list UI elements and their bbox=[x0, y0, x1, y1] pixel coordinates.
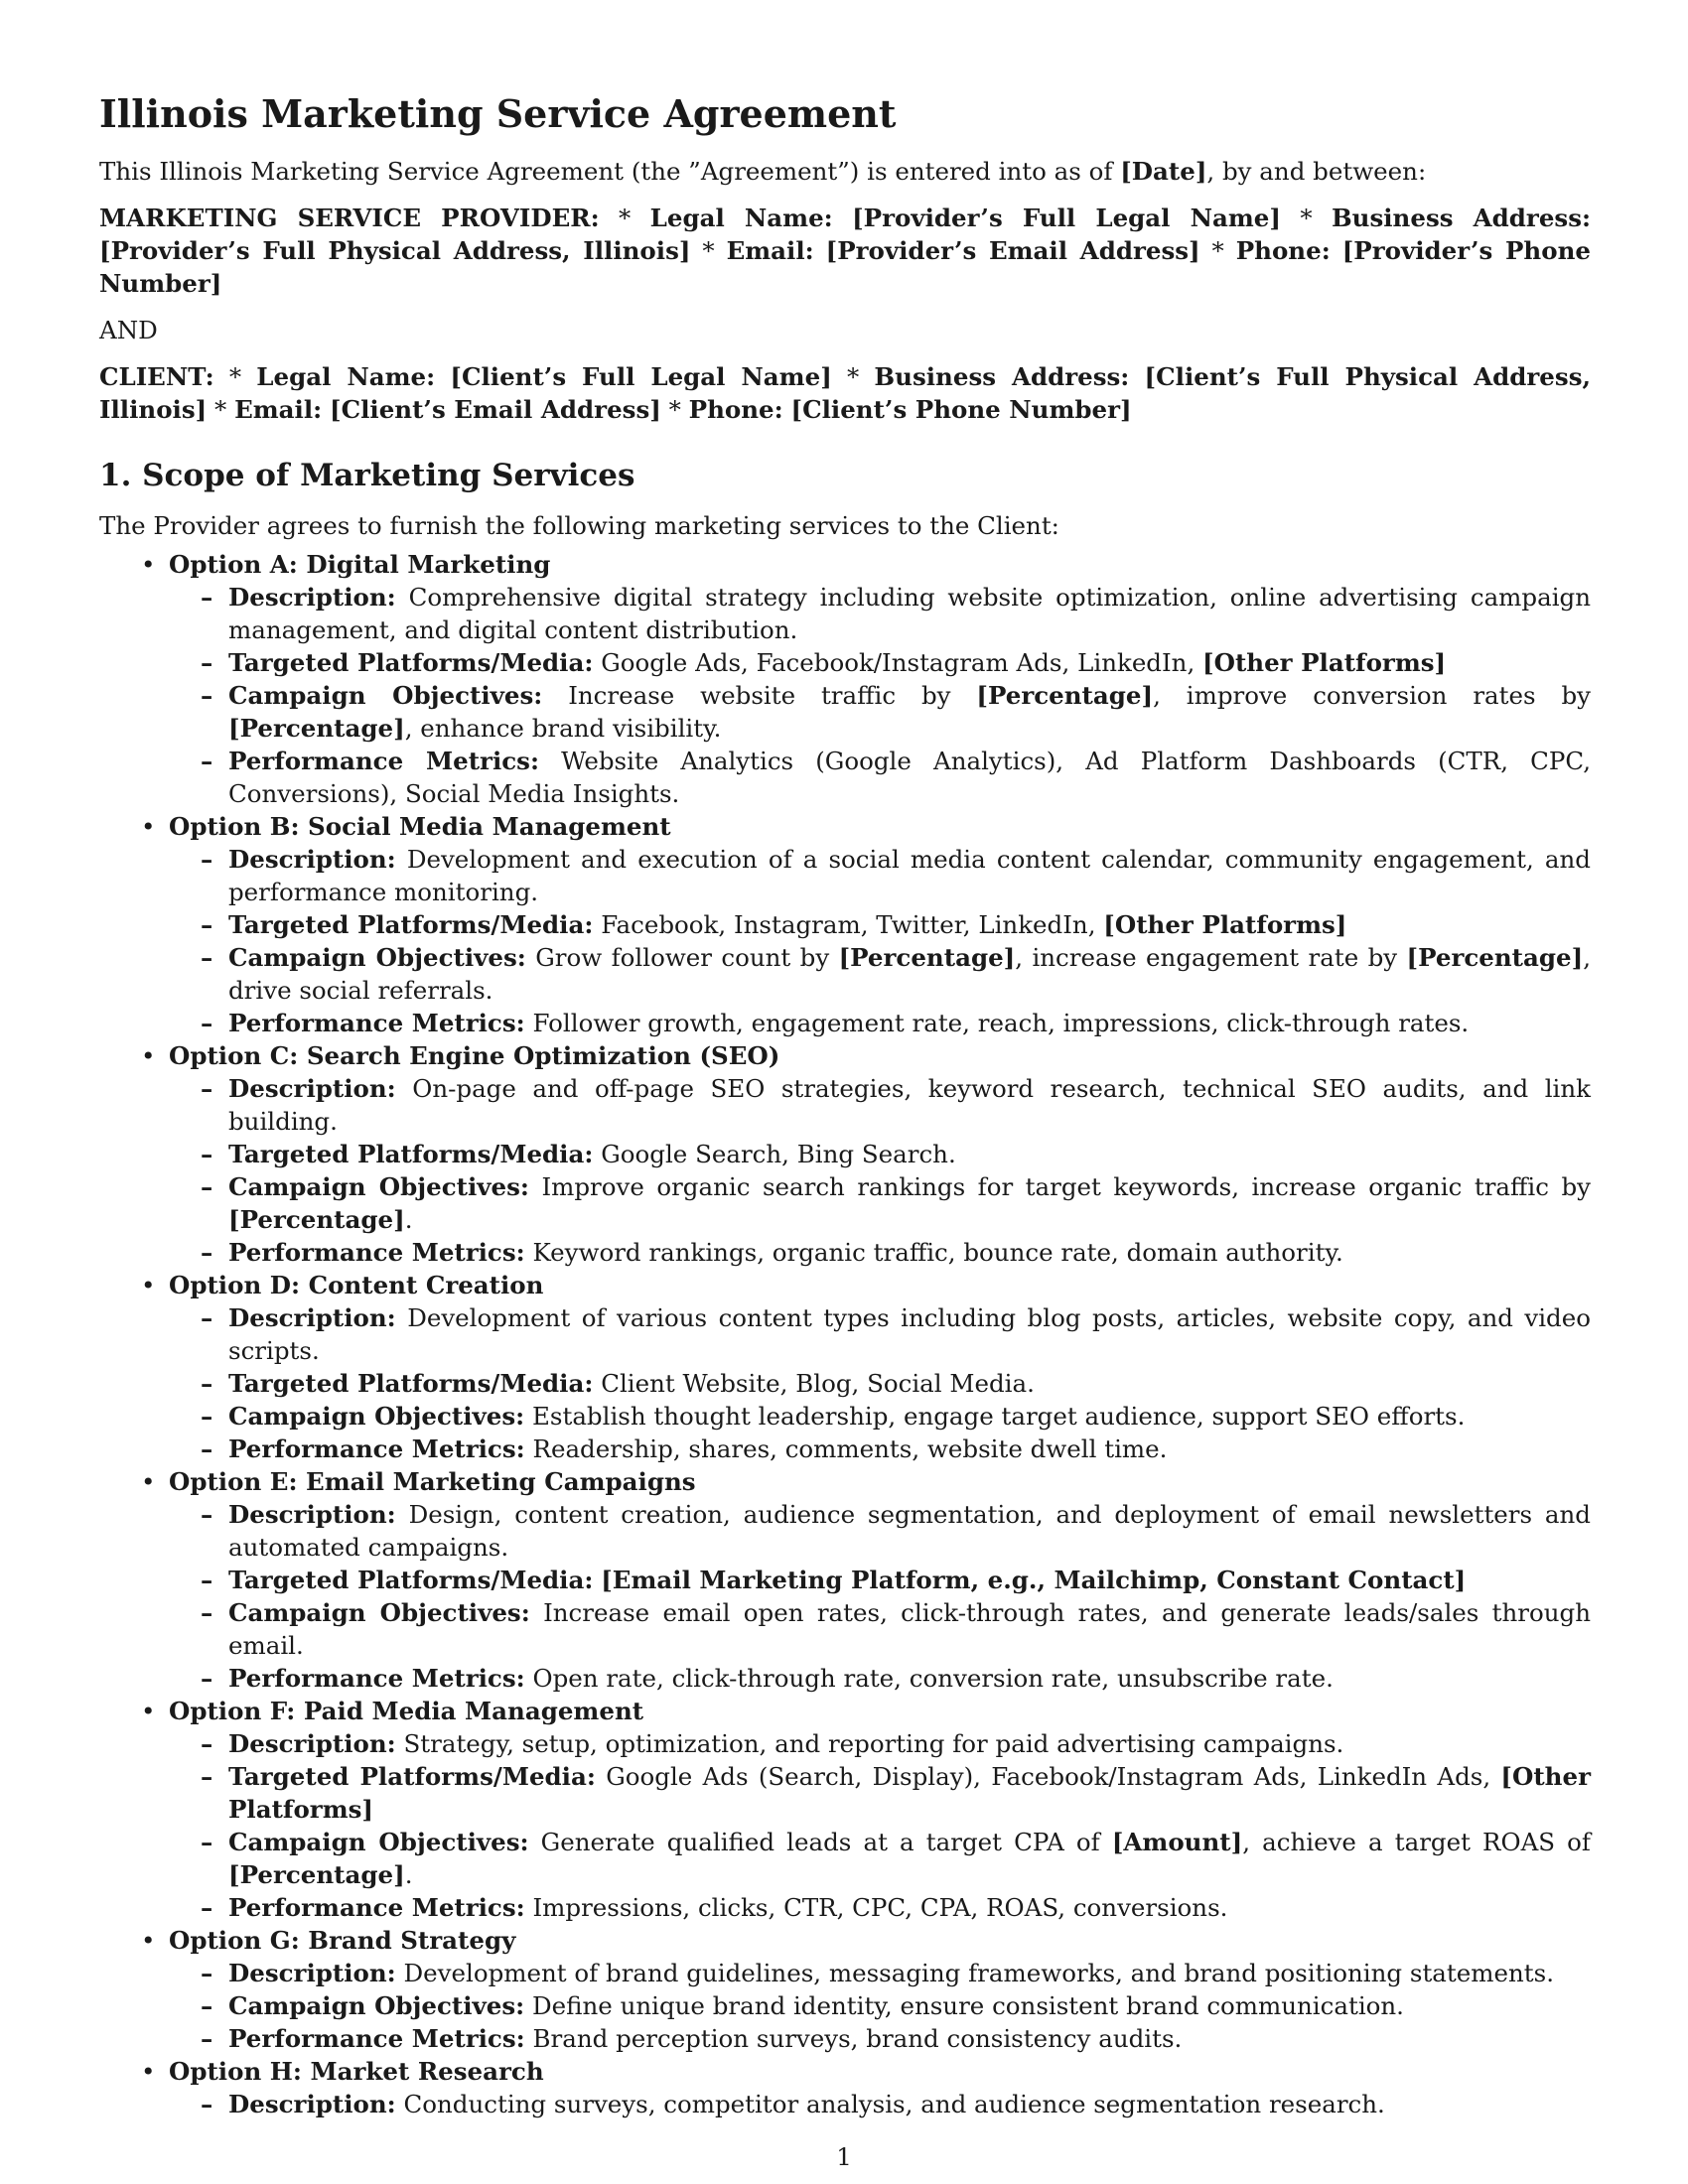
detail-label: Description: bbox=[228, 1729, 396, 1758]
option-item bbox=[99, 1695, 1591, 1924]
detail-platforms bbox=[169, 1138, 1591, 1170]
option-details bbox=[169, 1957, 1591, 2055]
detail-description bbox=[169, 2088, 1591, 2120]
detail-label: Campaign Objectives: bbox=[228, 1991, 525, 2020]
detail-text: Facebook, Instagram, Twitter, LinkedIn, bbox=[601, 910, 1104, 939]
option-details bbox=[169, 1727, 1591, 1924]
detail-metrics bbox=[169, 1236, 1591, 1269]
page-number: 1 bbox=[836, 2142, 852, 2171]
detail-text: Google Search, Bing Search. bbox=[601, 1140, 956, 1168]
client-legal-value: [Client’s Full Legal Name] bbox=[450, 362, 832, 391]
client-phone-label: Phone: bbox=[688, 395, 783, 424]
option-title: Option B: Social Media Management bbox=[169, 812, 671, 841]
provider-block: MARKETING SERVICE PROVIDER: * Legal Name: [Provider’s Full Legal Name] * Business Address: [Provider’s Full Physical Address, Illinois] * Email: [Provider’s Email Address] * Phone: [Provider’s Phone Number] bbox=[99, 204, 1592, 298]
detail-text: , enhance brand visibility. bbox=[404, 714, 722, 743]
detail-objectives bbox=[169, 941, 1591, 1007]
detail-platforms bbox=[169, 1760, 1591, 1826]
option-item bbox=[99, 548, 1591, 810]
detail-text: On-page and off-page SEO strategies, keyword research, technical SEO audits, and link building. bbox=[228, 1074, 1591, 1136]
provider-legal-label: Legal Name: bbox=[649, 204, 833, 232]
detail-description bbox=[169, 1727, 1591, 1760]
intro-text-end: , by and between: bbox=[1206, 157, 1427, 186]
option-item bbox=[99, 1924, 1591, 2055]
document-page bbox=[99, 91, 1591, 2120]
detail-text: Design, content creation, audience segmentation, and deployment of email newsletters and automated campaigns. bbox=[228, 1500, 1591, 1562]
detail-label: Targeted Platforms/Media: bbox=[228, 1369, 594, 1398]
detail-label: Targeted Platforms/Media: bbox=[228, 910, 594, 939]
detail-label: Description: bbox=[228, 1500, 396, 1529]
detail-text: Readership, shares, comments, website dwell time. bbox=[532, 1434, 1168, 1463]
option-details bbox=[169, 581, 1591, 810]
placeholder-text: [Percentage] bbox=[228, 714, 405, 743]
option-title: Option F: Paid Media Management bbox=[169, 1697, 644, 1725]
detail-text: Development and execution of a social media content calendar, community engagement, and performance monitoring. bbox=[228, 845, 1591, 906]
detail-label: Description: bbox=[228, 845, 396, 874]
client-address-value: [Client’s Full Physical Address, Illinois] bbox=[99, 362, 1592, 424]
detail-metrics bbox=[169, 2022, 1591, 2055]
section-intro: The Provider agrees to furnish the following marketing services to the Client: bbox=[99, 511, 1059, 540]
detail-objectives bbox=[169, 1989, 1591, 2022]
provider-email-value: [Provider’s Email Address] bbox=[825, 236, 1200, 265]
detail-text: , drive social referrals. bbox=[228, 943, 1591, 1005]
client-phone-value: [Client’s Phone Number] bbox=[790, 395, 1132, 424]
placeholder-text: [Amount] bbox=[1111, 1828, 1243, 1856]
placeholder-text: [Percentage] bbox=[228, 1860, 405, 1889]
option-title: Option A: Digital Marketing bbox=[169, 550, 551, 579]
detail-text: , improve conversion rates by bbox=[1153, 681, 1591, 710]
intro-text: This Illinois Marketing Service Agreement (the ”Agreement”) is entered into as of bbox=[99, 157, 1121, 186]
detail-text: . bbox=[404, 1860, 413, 1889]
detail-label: Performance Metrics: bbox=[228, 1009, 525, 1037]
detail-text: Define unique brand identity, ensure consistent brand communication. bbox=[532, 1991, 1404, 2020]
option-title: Option G: Brand Strategy bbox=[169, 1926, 516, 1955]
detail-description bbox=[169, 1498, 1591, 1564]
detail-label: Performance Metrics: bbox=[228, 1434, 525, 1463]
detail-text: Conducting surveys, competitor analysis, and audience segmentation research. bbox=[403, 2090, 1385, 2118]
client-label: CLIENT: bbox=[99, 362, 214, 391]
detail-text: Open rate, click-through rate, conversion rate, unsubscribe rate. bbox=[532, 1664, 1334, 1693]
options-list bbox=[99, 548, 1591, 2120]
detail-text: Establish thought leadership, engage target audience, support SEO efforts. bbox=[532, 1402, 1466, 1431]
client-address-label: Business Address: bbox=[874, 362, 1130, 391]
detail-label: Performance Metrics: bbox=[228, 1664, 525, 1693]
placeholder-text: [Other Platforms] bbox=[1202, 648, 1447, 677]
detail-text: Follower growth, engagement rate, reach, impressions, click-through rates. bbox=[532, 1009, 1470, 1037]
detail-description bbox=[169, 843, 1591, 908]
date-placeholder: [Date] bbox=[1120, 157, 1207, 186]
option-item bbox=[99, 1465, 1591, 1695]
detail-platforms bbox=[169, 1367, 1591, 1400]
client-email-label: Email: bbox=[234, 395, 323, 424]
detail-text: Client Website, Blog, Social Media. bbox=[601, 1369, 1035, 1398]
document-title: Illinois Marketing Service Agreement bbox=[99, 91, 897, 136]
detail-text: , increase engagement rate by bbox=[1015, 943, 1407, 972]
detail-description bbox=[169, 1072, 1591, 1138]
detail-label: Targeted Platforms/Media: bbox=[228, 648, 594, 677]
client-legal-label: Legal Name: bbox=[256, 362, 436, 391]
option-details bbox=[169, 1498, 1591, 1695]
detail-label: Campaign Objectives: bbox=[228, 1598, 530, 1627]
detail-metrics bbox=[169, 1891, 1591, 1924]
detail-label: Performance Metrics: bbox=[228, 747, 540, 775]
intro-paragraph bbox=[99, 155, 1591, 188]
option-details bbox=[169, 2088, 1591, 2120]
detail-label: Performance Metrics: bbox=[228, 1893, 525, 1922]
detail-objectives bbox=[169, 1170, 1591, 1236]
detail-label: Description: bbox=[228, 1959, 396, 1987]
provider-phone-value: [Provider’s Phone Number] bbox=[99, 236, 1591, 298]
detail-metrics bbox=[169, 745, 1591, 810]
detail-text: , achieve a target ROAS of bbox=[1242, 1828, 1591, 1856]
detail-objectives bbox=[169, 679, 1591, 745]
and-separator: AND bbox=[99, 316, 158, 344]
detail-text: Google Ads (Search, Display), Facebook/Instagram Ads, LinkedIn Ads, bbox=[606, 1762, 1501, 1791]
placeholder-text: [Other Platforms] bbox=[1103, 910, 1347, 939]
client-block: CLIENT: * Legal Name: [Client’s Full Legal Name] * Business Address: [Client’s Full Physical Address, Illinois] * Email: [Client’s Email Address] * Phone: [Client’s Phone Number] bbox=[99, 362, 1592, 424]
detail-platforms bbox=[169, 1564, 1591, 1596]
option-details bbox=[169, 1301, 1591, 1465]
placeholder-text: [Percentage] bbox=[976, 681, 1154, 710]
detail-text: . bbox=[404, 1205, 413, 1234]
detail-metrics bbox=[169, 1433, 1591, 1465]
detail-description bbox=[169, 581, 1591, 646]
detail-text: Website Analytics (Google Analytics), Ad Platform Dashboards (CTR, CPC, Conversions), Social Media Insights. bbox=[228, 747, 1591, 808]
provider-address-value: [Provider’s Full Physical Address, Illinois] bbox=[99, 236, 691, 265]
detail-objectives bbox=[169, 1400, 1591, 1433]
detail-platforms bbox=[169, 908, 1591, 941]
detail-label: Campaign Objectives: bbox=[228, 943, 526, 972]
provider-legal-value: [Provider’s Full Legal Name] bbox=[852, 204, 1281, 232]
detail-label: Description: bbox=[228, 583, 396, 612]
detail-label: Performance Metrics: bbox=[228, 2024, 525, 2053]
detail-text: Brand perception surveys, brand consistency audits. bbox=[532, 2024, 1183, 2053]
detail-label: Campaign Objectives: bbox=[228, 681, 543, 710]
detail-text: Increase email open rates, click-through rates, and generate leads/sales through email. bbox=[228, 1598, 1591, 1660]
detail-label: Campaign Objectives: bbox=[228, 1828, 529, 1856]
detail-text: Comprehensive digital strategy including website optimization, online advertising campaign management, and digital content distribution. bbox=[228, 583, 1591, 644]
detail-metrics bbox=[169, 1662, 1591, 1695]
detail-text: Impressions, clicks, CTR, CPC, CPA, ROAS, conversions. bbox=[532, 1893, 1228, 1922]
detail-text: Google Ads, Facebook/Instagram Ads, LinkedIn, bbox=[601, 648, 1203, 677]
option-details bbox=[169, 1072, 1591, 1269]
detail-label: Targeted Platforms/Media: bbox=[228, 1140, 594, 1168]
provider-address-label: Business Address: bbox=[1331, 204, 1592, 232]
detail-text: Strategy, setup, optimization, and reporting for paid advertising campaigns. bbox=[403, 1729, 1344, 1758]
client-email-value: [Client’s Email Address] bbox=[330, 395, 661, 424]
detail-label: Description: bbox=[228, 2090, 396, 2118]
detail-text: Grow follower count by bbox=[535, 943, 839, 972]
detail-text: Development of brand guidelines, messaging frameworks, and brand positioning statements. bbox=[403, 1959, 1554, 1987]
placeholder-text: [Percentage] bbox=[228, 1205, 405, 1234]
option-details bbox=[169, 843, 1591, 1039]
detail-description bbox=[169, 1301, 1591, 1367]
detail-label: Performance Metrics: bbox=[228, 1238, 525, 1267]
option-item bbox=[99, 1039, 1591, 1269]
detail-objectives bbox=[169, 1826, 1591, 1891]
detail-platforms bbox=[169, 646, 1591, 679]
option-item bbox=[99, 2055, 1591, 2120]
option-title: Option D: Content Creation bbox=[169, 1271, 544, 1299]
detail-description bbox=[169, 1957, 1591, 1989]
detail-objectives bbox=[169, 1596, 1591, 1662]
section-heading: 1. Scope of Marketing Services bbox=[99, 458, 635, 493]
provider-phone-label: Phone: bbox=[1235, 236, 1331, 265]
detail-label: Targeted Platforms/Media: bbox=[228, 1762, 596, 1791]
placeholder-text: [Other Platforms] bbox=[228, 1762, 1591, 1824]
detail-label: Campaign Objectives: bbox=[228, 1402, 525, 1431]
option-title: Option H: Market Research bbox=[169, 2057, 544, 2086]
detail-text: Development of various content types including blog posts, articles, website copy, and video scripts. bbox=[228, 1303, 1591, 1365]
placeholder-text: [Email Marketing Platform, e.g., Mailchimp, Constant Contact] bbox=[601, 1566, 1467, 1594]
option-item bbox=[99, 1269, 1591, 1465]
detail-label: Campaign Objectives: bbox=[228, 1172, 529, 1201]
detail-text: Keyword rankings, organic traffic, bounce rate, domain authority. bbox=[532, 1238, 1343, 1267]
detail-text: Improve organic search rankings for target keywords, increase organic traffic by bbox=[541, 1172, 1592, 1201]
detail-label: Description: bbox=[228, 1303, 396, 1332]
provider-email-label: Email: bbox=[726, 236, 814, 265]
detail-text: Generate qualified leads at a target CPA of bbox=[540, 1828, 1112, 1856]
provider-label: MARKETING SERVICE PROVIDER: bbox=[99, 204, 600, 232]
detail-metrics bbox=[169, 1007, 1591, 1039]
placeholder-text: [Percentage] bbox=[838, 943, 1016, 972]
detail-label: Targeted Platforms/Media: bbox=[228, 1566, 594, 1594]
detail-label: Description: bbox=[228, 1074, 396, 1103]
option-item bbox=[99, 810, 1591, 1039]
option-title: Option E: Email Marketing Campaigns bbox=[169, 1467, 696, 1496]
option-title: Option C: Search Engine Optimization (SEO) bbox=[169, 1041, 780, 1070]
detail-text: Increase website traffic by bbox=[568, 681, 977, 710]
placeholder-text: [Percentage] bbox=[1406, 943, 1584, 972]
